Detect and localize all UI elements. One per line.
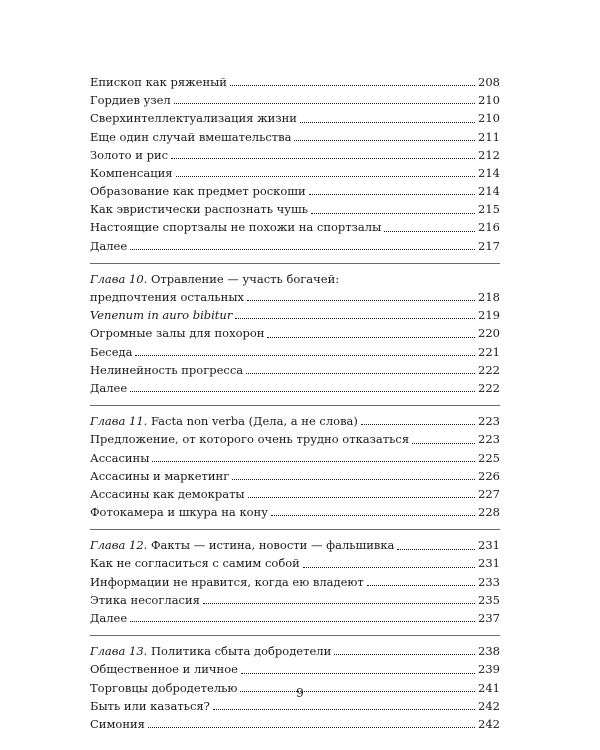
entry-title: Епископ как ряженый	[90, 74, 227, 89]
leader-dots	[130, 391, 475, 392]
chapter-page: 223	[478, 414, 500, 429]
leader-dots	[246, 373, 475, 374]
toc-entry[interactable]	[90, 237, 500, 255]
chapter-page: 238	[478, 644, 500, 659]
chapter-prefix: Глава 10.	[90, 271, 148, 286]
toc-entry[interactable]	[90, 200, 500, 218]
entry-title: Образование как предмет роскоши	[90, 184, 306, 199]
leader-dots	[361, 424, 475, 425]
toc-section-continued	[90, 73, 500, 255]
chapter-title-cont: предпочтения остальных	[90, 290, 244, 305]
entry-page: 222	[478, 380, 500, 395]
toc-entry[interactable]	[90, 485, 500, 503]
entry-page: 208	[478, 74, 500, 89]
entry-page: 226	[478, 468, 500, 483]
chapter-heading-text	[90, 270, 339, 288]
entry-title: Фотокамера и шкура на кону	[90, 505, 268, 520]
leader-dots	[247, 300, 475, 301]
toc-chapter-10	[90, 270, 500, 397]
toc-entry[interactable]	[90, 164, 500, 182]
chapter-title: Отравление — участь богачей:	[150, 271, 340, 286]
entry-page: 222	[478, 362, 500, 377]
toc-entry[interactable]	[90, 182, 500, 200]
entry-title: Беседа	[90, 344, 133, 359]
chapter-heading-text	[90, 642, 331, 660]
entry-page: 214	[478, 165, 500, 180]
leader-dots	[248, 497, 475, 498]
entry-page: 242	[478, 716, 500, 731]
leader-dots	[174, 103, 475, 104]
entry-title: Ассасины как демократы	[90, 486, 245, 501]
toc-entry[interactable]	[90, 109, 500, 127]
entry-title: Как не согласиться с самим собой	[90, 556, 300, 571]
section-divider	[90, 405, 500, 406]
entry-page: 221	[478, 344, 500, 359]
entry-page: 223	[478, 432, 500, 447]
entry-title: Нелинейность прогресса	[90, 362, 244, 377]
entry-page: 210	[478, 111, 500, 126]
toc-entry[interactable]	[90, 430, 500, 448]
entry-title: Далее	[90, 611, 128, 626]
toc-entry[interactable]	[90, 343, 500, 361]
toc-entry[interactable]	[90, 467, 500, 485]
entry-title: Сверхинтеллектуализация жизни	[90, 111, 297, 126]
leader-dots	[412, 443, 475, 444]
chapter-prefix: Глава 11.	[90, 414, 148, 429]
chapter-heading[interactable]	[90, 536, 500, 554]
leader-dots	[311, 213, 475, 214]
entry-title: Быть или казаться?	[90, 698, 210, 713]
toc-entry[interactable]	[90, 379, 500, 397]
entry-title: Ассасины	[90, 450, 150, 465]
leader-dots	[171, 158, 475, 159]
chapter-heading-continued[interactable]	[90, 288, 500, 306]
leader-dots	[203, 603, 475, 604]
leader-dots	[232, 479, 475, 480]
entry-page: 215	[478, 202, 500, 217]
entry-page: 225	[478, 450, 500, 465]
chapter-prefix: Глава 13.	[90, 644, 148, 659]
toc-entry[interactable]	[90, 591, 500, 609]
entry-title: Торговцы добродетелью	[90, 680, 238, 695]
leader-dots	[267, 337, 475, 338]
entry-page: 239	[478, 662, 500, 677]
toc-entry[interactable]	[90, 128, 500, 146]
toc-entry[interactable]	[90, 555, 500, 573]
toc-entry[interactable]	[90, 219, 500, 237]
toc-entry[interactable]	[90, 73, 500, 91]
leader-dots	[309, 194, 475, 195]
section-divider	[90, 263, 500, 264]
chapter-title: Факты — истина, новости — фальшивка	[150, 538, 395, 553]
toc-entry[interactable]	[90, 573, 500, 591]
toc-chapter-12	[90, 536, 500, 627]
chapter-page: 231	[478, 538, 500, 553]
entry-page: 227	[478, 486, 500, 501]
page-number: 9	[296, 686, 304, 700]
table-of-contents	[90, 73, 500, 733]
toc-entry[interactable]	[90, 361, 500, 379]
leader-dots	[303, 567, 475, 568]
entry-page: 231	[478, 556, 500, 571]
toc-entry[interactable]	[90, 324, 500, 342]
entry-title	[90, 306, 232, 324]
entry-page: 237	[478, 611, 500, 626]
entry-page: 210	[478, 93, 500, 108]
entry-title: Компенсация	[90, 165, 173, 180]
chapter-heading[interactable]	[90, 642, 500, 660]
entry-title: Симония	[90, 716, 145, 731]
entry-title: Золото и рис	[90, 147, 169, 162]
leader-dots	[230, 85, 475, 86]
entry-title: Гордиев узел	[90, 93, 171, 108]
toc-entry[interactable]	[90, 146, 500, 164]
section-divider	[90, 635, 500, 636]
entry-title: Этика несогласия	[90, 592, 200, 607]
entry-title: Настоящие спортзалы не похожи на спортзалы	[90, 220, 382, 235]
chapter-title: Политика сбыта добродетели	[150, 644, 332, 659]
entry-page: 228	[478, 505, 500, 520]
leader-dots	[130, 249, 475, 250]
leader-dots	[152, 461, 475, 462]
leader-dots	[176, 176, 476, 177]
chapter-page: 218	[478, 290, 500, 305]
leader-dots	[135, 355, 475, 356]
chapter-heading[interactable]	[90, 270, 500, 288]
toc-entry[interactable]	[90, 660, 500, 678]
leader-dots	[241, 673, 475, 674]
leader-dots	[367, 585, 475, 586]
leader-dots	[384, 231, 475, 232]
entry-page: 217	[478, 238, 500, 253]
entry-title: Общественное и личное	[90, 662, 238, 677]
entry-page: 242	[478, 698, 500, 713]
entry-page: 216	[478, 220, 500, 235]
toc-entry[interactable]	[90, 503, 500, 521]
leader-dots	[271, 515, 475, 516]
entry-page: 220	[478, 326, 500, 341]
toc-entry[interactable]	[90, 449, 500, 467]
entry-title-italic: Venenum in auro bibitur	[90, 308, 233, 323]
toc-entry[interactable]	[90, 715, 500, 733]
entry-title: Информации не нравится, когда ею владеют	[90, 574, 364, 589]
chapter-heading-text	[90, 412, 358, 430]
entry-title: Ассасины и маркетинг	[90, 468, 230, 483]
entry-title: Предложение, от которого очень трудно отказаться	[90, 432, 410, 447]
leader-dots	[334, 654, 475, 655]
leader-dots	[235, 318, 475, 319]
entry-page: 233	[478, 574, 500, 589]
entry-page: 211	[478, 129, 500, 144]
leader-dots	[397, 549, 475, 550]
leader-dots	[148, 727, 475, 728]
entry-title: Огромные залы для похорон	[90, 326, 265, 341]
entry-page: 241	[478, 680, 500, 695]
entry-title: Далее	[90, 380, 128, 395]
toc-entry[interactable]	[90, 306, 500, 324]
entry-title: Еще один случай вмешательства	[90, 129, 292, 144]
entry-page: 214	[478, 184, 500, 199]
entry-page: 219	[478, 308, 500, 323]
toc-entry[interactable]	[90, 609, 500, 627]
chapter-title: Facta non verba (Дела, а не слова)	[150, 414, 358, 429]
chapter-heading[interactable]	[90, 412, 500, 430]
leader-dots	[213, 709, 475, 710]
entry-page: 235	[478, 592, 500, 607]
chapter-prefix: Глава 12.	[90, 538, 148, 553]
chapter-heading-text	[90, 536, 394, 554]
leader-dots	[130, 621, 475, 622]
toc-entry[interactable]	[90, 91, 500, 109]
entry-title: Как эвристически распознать чушь	[90, 202, 309, 217]
leader-dots	[294, 140, 475, 141]
entry-page: 212	[478, 147, 500, 162]
entry-title: Далее	[90, 238, 128, 253]
leader-dots	[300, 122, 475, 123]
toc-chapter-11	[90, 412, 500, 521]
section-divider	[90, 529, 500, 530]
